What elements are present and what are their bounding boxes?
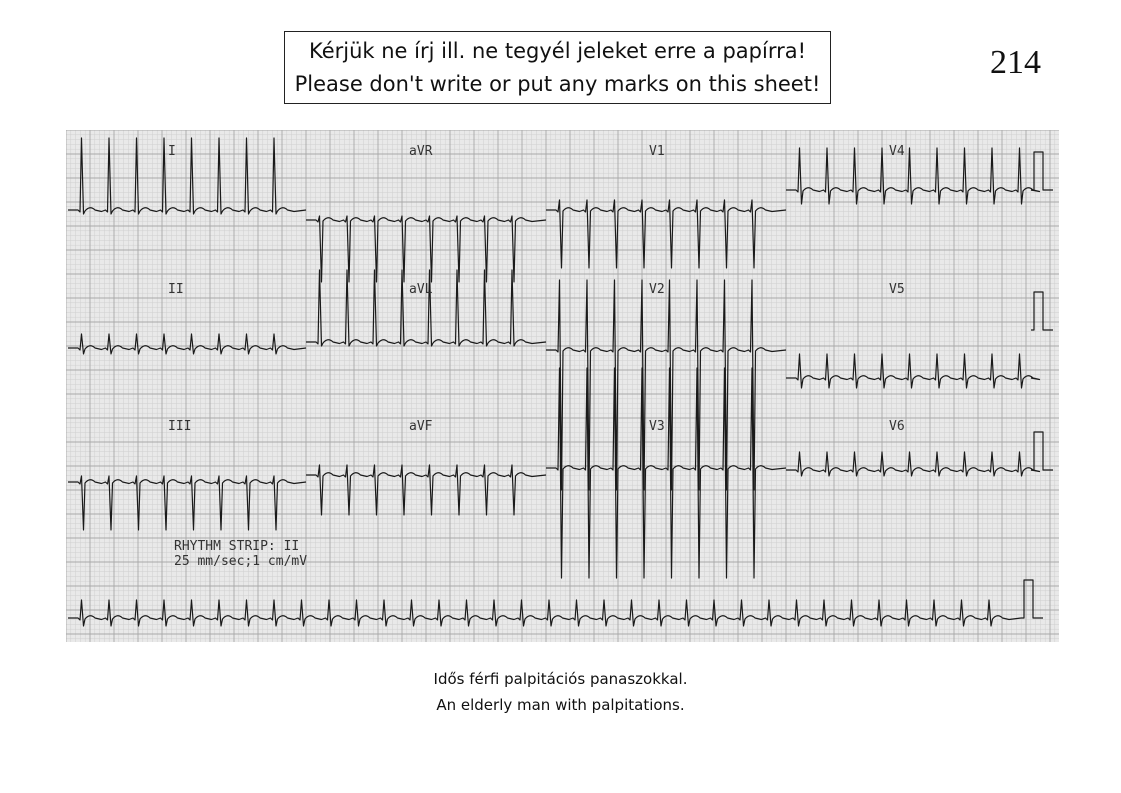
ecg-trace-segment	[68, 476, 306, 530]
calibration-note: 25 mm/sec;1 cm/mV	[174, 554, 308, 569]
lead-label-V1: V1	[649, 144, 665, 159]
lead-label-V3: V3	[649, 419, 665, 434]
notice-line-hungarian: Kérjük ne írj ill. ne tegyél jeleket erre a papírra!	[308, 39, 807, 63]
lead-label-V2: V2	[649, 282, 665, 297]
lead-label-V6: V6	[889, 419, 905, 434]
lead-label-V4: V4	[889, 144, 905, 159]
lead-label-II: II	[168, 282, 184, 297]
lead-label-aVR: aVR	[409, 144, 433, 159]
caption-english: An elderly man with palpitations.	[436, 696, 685, 714]
ecg-paper	[66, 130, 1059, 642]
ecg-trace-segment	[786, 148, 1040, 204]
notice-line-english: Please don't write or put any marks on this sheet!	[294, 72, 821, 96]
lead-label-I: I	[168, 144, 176, 159]
ecg-trace-segment	[786, 354, 1040, 388]
ecg-trace-segment	[786, 452, 1040, 476]
lead-label-aVF: aVF	[409, 419, 433, 434]
rhythm-strip-label: RHYTHM STRIP: II	[174, 539, 300, 554]
caption-hungarian: Idős férfi palpitációs panaszokkal.	[433, 670, 688, 688]
ecg-tracing	[66, 130, 1059, 642]
lead-label-V5: V5	[889, 282, 905, 297]
ecg-trace-segment	[68, 600, 1021, 626]
page-number: 214	[990, 44, 1041, 81]
lead-label-III: III	[168, 419, 192, 434]
lead-label-aVL: aVL	[409, 282, 433, 297]
do-not-write-notice	[284, 31, 831, 104]
